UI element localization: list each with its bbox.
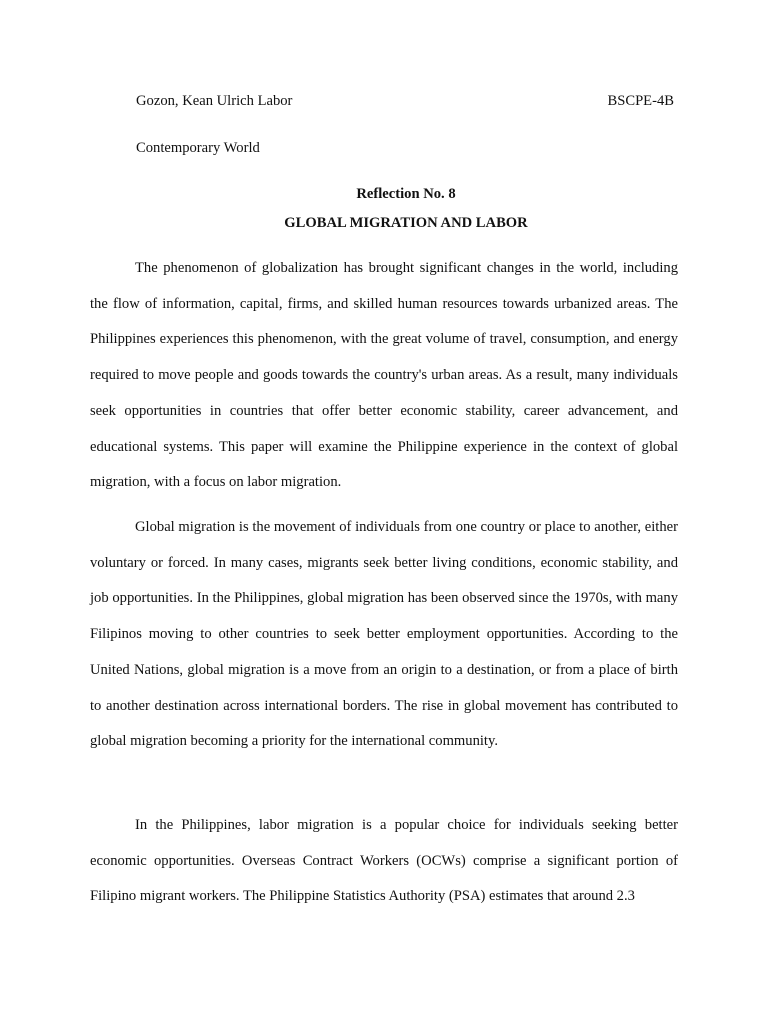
author-name: Gozon, Kean Ulrich Labor (136, 93, 293, 109)
paragraph: In the Philippines, labor migration is a popular choice for individuals seeking better economic opportunities. Overseas Contract Workers (OCWs) comprise a significant portion of Filipino migrant workers. The Philippine Statistics Authority (PSA) estimates that around 2.3 (90, 817, 678, 905)
paragraph: Global migration is the movement of individuals from one country or place to another, either voluntary or forced. In many cases, migrants seek better living conditions, economic stability, and job opportunities. In the Philippines, global migration has been observed since the 1970s, with many Filipinos moving to other countries to seek better employment opportunities. According to the United Nations, global migration is a move from an origin to a destination, or from a place of birth to another destination across international borders. The rise in global movement has contributed to global migration becoming a priority for the international community. (90, 519, 678, 750)
section-code: BSCPE-4B (607, 93, 674, 109)
paragraph: The phenomenon of globalization has brought significant changes in the world, including the flow of information, capital, firms, and skilled human resources towards urbanized areas. The Philippines experiences this phenomenon, with the great volume of travel, consumption, and energy required to move people and goods towards the country's urban areas. As a result, many individuals seek opportunities in countries that offer better economic stability, career advancement, and educational systems. This paper will examine the Philippine experience in the context of global migration, with a focus on labor migration. (90, 260, 678, 491)
document-title: GLOBAL MIGRATION AND LABOR (284, 215, 528, 231)
reflection-number: Reflection No. 8 (356, 186, 456, 202)
course-name: Contemporary World (136, 140, 260, 156)
